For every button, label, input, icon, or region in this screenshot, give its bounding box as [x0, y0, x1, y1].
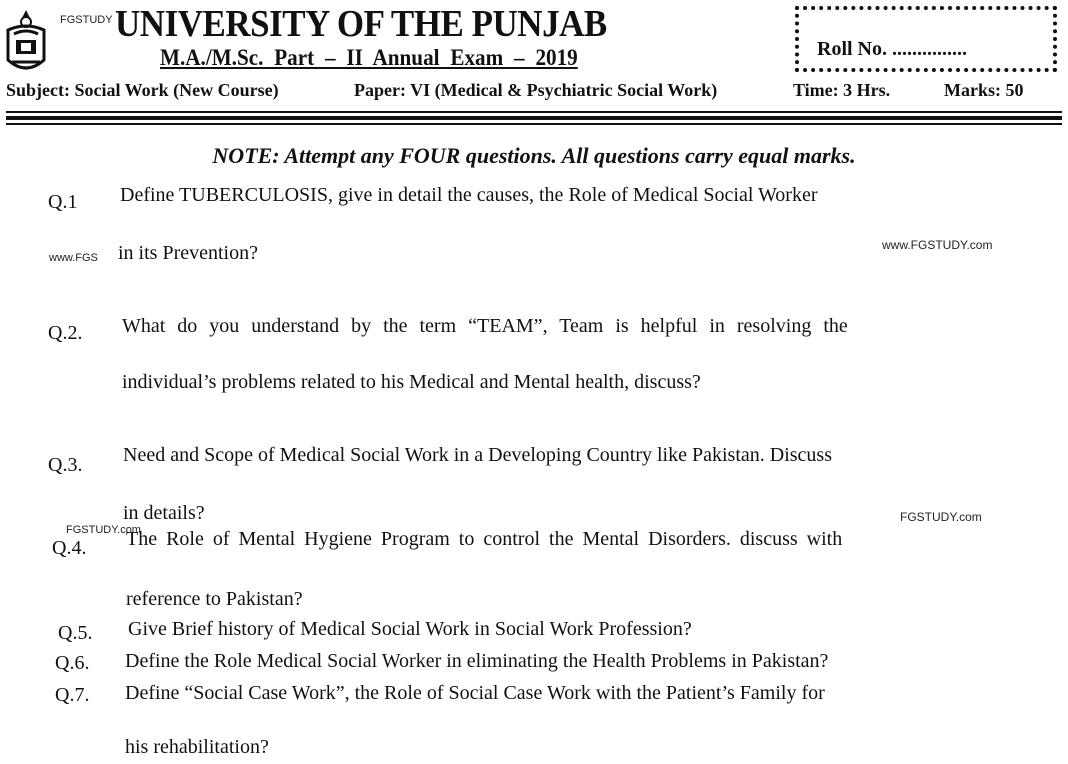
watermark: www.FGS: [49, 252, 98, 264]
divider: [6, 116, 1062, 120]
question-text: individual’s problems related to his Medical and Mental health, discuss?: [122, 371, 701, 393]
question-text: Define the Role Medical Social Worker in eliminating the Health Problems in Pakistan?: [125, 650, 829, 672]
question-text: What do you understand by the term “TEAM”, Team is helpful in resolving the: [122, 315, 848, 337]
divider: [6, 123, 1062, 125]
question-text: reference to Pakistan?: [126, 588, 303, 610]
question-text: Define “Social Case Work”, the Role of Social Case Work with the Patient’s Family for: [125, 682, 825, 704]
question-label: Q.4.: [52, 537, 87, 559]
exam-title: M.A./M.Sc. Part – II Annual Exam – 2019: [160, 45, 578, 70]
question-label: Q.2.: [48, 322, 83, 344]
marks: Marks: 50: [944, 80, 1024, 100]
divider: [6, 111, 1062, 113]
university-title: UNIVERSITY OF THE PUNJAB: [115, 3, 607, 45]
question-label: Q.7.: [55, 684, 90, 706]
watermark: FGSTUDY.com: [66, 524, 141, 536]
watermark: FGSTUDY.com: [900, 510, 982, 524]
paper: Paper: VI (Medical & Psychiatric Social Work): [354, 80, 718, 100]
question-text: in details?: [123, 502, 205, 524]
question-label: Q.5.: [58, 622, 93, 644]
watermark: FGSTUDY: [60, 14, 113, 26]
subject: Subject: Social Work (New Course): [6, 80, 279, 100]
roll-number-label: Roll No. ...............: [817, 38, 967, 60]
question-text: his rehabilitation?: [125, 736, 269, 758]
time: Time: 3 Hrs.: [793, 80, 891, 100]
question-text: in its Prevention?: [118, 242, 258, 264]
question-label: Q.6.: [55, 652, 90, 674]
question-label: Q.1: [48, 191, 78, 213]
question-text: Define TUBERCULOSIS, give in detail the causes, the Role of Medical Social Worker: [120, 184, 818, 206]
question-text: The Role of Mental Hygiene Program to control the Mental Disorders. discuss with: [126, 528, 843, 550]
question-text: Need and Scope of Medical Social Work in a Developing Country like Pakistan. Discuss: [123, 444, 832, 466]
university-logo: [4, 8, 48, 78]
question-text: Give Brief history of Medical Social Work in Social Work Profession?: [128, 618, 692, 640]
instructions-note: NOTE: Attempt any FOUR questions. All questions carry equal marks.: [212, 143, 856, 168]
watermark: www.FGSTUDY.com: [882, 238, 993, 252]
roll-number-box: [795, 6, 1057, 72]
question-label: Q.3.: [48, 454, 83, 476]
